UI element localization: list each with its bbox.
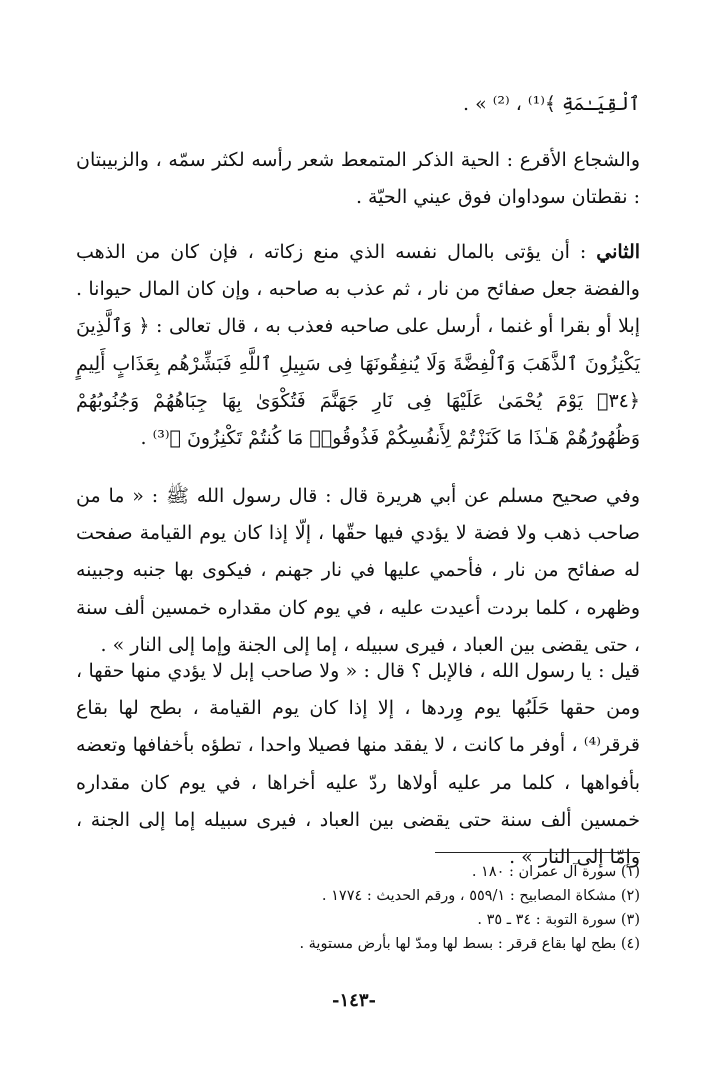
- footnote-item: (١) سورة آل عمران : ١٨٠ .: [471, 864, 640, 880]
- hadith-camels-paragraph: قيل : يا رسول الله ، فالإبل ؟ قال : « ولا صاحب إبل لا يؤدي منها حقها ، ومن حقها حَلَبُها يوم وِردها ، إلا إذا كان يوم القيامة ، بطح لها بقاع قرقر⁽⁴⁾ ، أوفر ما كانت ، لا يفقد منها فصيلا واحدا ، تطؤه بأخفافها وتعضه بأفواهها ، كلما مر عليه أولاها ردّ عليه أخراها ، في يوم كان مقداره خمسين ألف سنة حتى يقضى بين العباد ، فيرى سبيله إما إلى الجنة ، وإمّا إلى النار » .: [76, 660, 641, 869]
- footnote-divider: [435, 852, 640, 853]
- definition-paragraph: والشجاع الأقرع : الحية الذكر المتمعط شعر رأسه لكثر سمّه ، والزبيبتان : نقطتان سوداوان فوق عيني الحيّة .: [76, 149, 640, 209]
- page-number: -١٤٣-: [332, 990, 376, 1011]
- section-lead-second: الثاني: [596, 241, 641, 263]
- footnote-item: (٣) سورة التوبة : ٣٤ ـ ٣٥ .: [477, 912, 640, 928]
- hadith-muslim-paragraph: وفي صحيح مسلم عن أبي هريرة قال : قال رسول الله ﷺ : « ما من صاحب ذهب ولا فضة لا يؤدي فيها حقّها ، إلّا إذا كان يوم القيامة صفحت له صفائح من نار ، فأحمي عليها في نار جهنم ، فيكوى بها جنبه وجبينه وظهره ، كلما بردت أعيدت عليه ، في يوم كان مقداره خمسين ألف سنة ، حتى يقضى بين العباد ، فيرى سبيله ، إما إلى الجنة وإما إلى النار » .: [76, 485, 640, 656]
- footnote-item: (٤) بطح لها بقاع قرقر : بسط لها ومدّ لها بأرض مستوية .: [299, 936, 640, 952]
- footnotes-list: [76, 860, 640, 956]
- footnote-item: (٢) مشكاة المصابيح : ٥٥٩/١ ، ورقم الحديث : ١٧٧٤ .: [321, 888, 640, 904]
- second-punishment-paragraph: [76, 234, 640, 457]
- second-body-text: : أن يؤتى بالمال نفسه الذي منع زكاته ، فإن كان من الذهب والفضة جعل صفائح من نار ، ثم عذب به صاحبه ، وإن كان المال حيوانا . إبلا أو بقرا أو غنما ، أرسل على صاحبه فعذب به ، قال تعالى :: [76, 241, 641, 338]
- quran-verse-ending: ٱلْقِيَـٰمَةِ ﴾⁽¹⁾ ، ⁽²⁾ » .: [463, 93, 640, 115]
- quran-quote-tawbah: ﴿ وَٱلَّذِينَ يَكْنِزُونَ ٱلذَّهَبَ وَٱلْفِضَّةَ وَلَا يُنفِقُونَهَا فِى سَبِيلِ ٱللَّهِ فَبَشِّرْهُم بِعَذَابٍ أَلِيمٍ ﴿٣٤﴾ يَوْمَ يُحْمَىٰ عَلَيْهَا فِى نَارِ جَهَنَّمَ فَتُكْوَىٰ بِهَا جِبَاهُهُمْ وَجُنُوبُهُمْ وَظُهُورُهُمْ هَـٰذَا مَا كَنَزْتُمْ لِأَنفُسِكُمْ فَذُوقُوا۟ مَا كُنتُمْ تَكْنِزُونَ ﴾⁽³⁾ .: [76, 315, 640, 450]
